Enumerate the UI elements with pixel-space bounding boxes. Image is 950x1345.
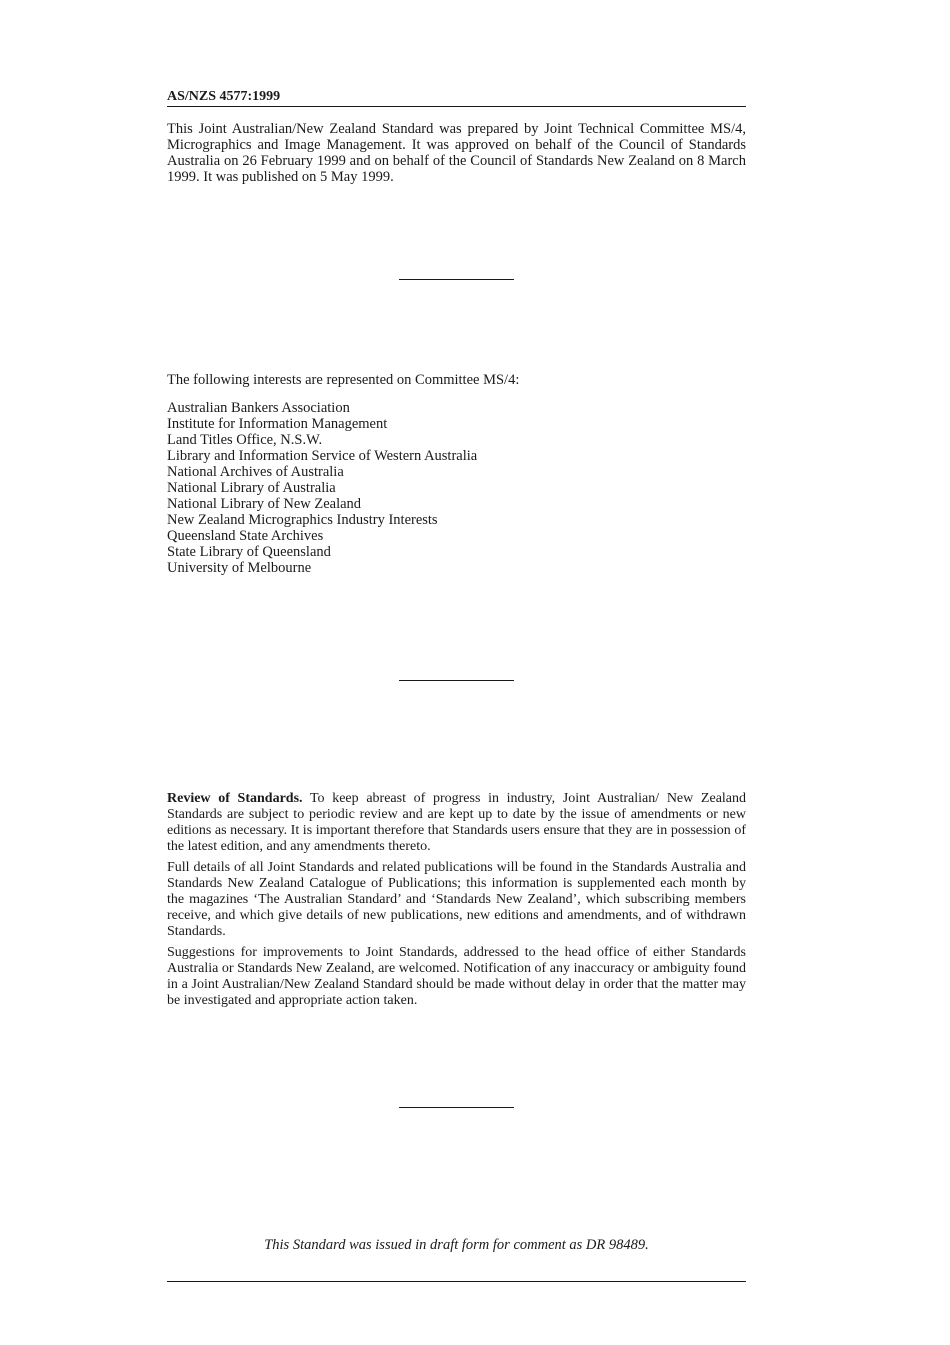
review-paragraph xyxy=(167,791,746,855)
interest-item: Queensland State Archives xyxy=(167,528,324,544)
interest-item: New Zealand Micrographics Industry Interests xyxy=(167,512,438,528)
interests-intro: The following interests are represented on Committee MS/4: xyxy=(167,372,520,388)
suggestions-paragraph: Suggestions for improvements to Joint Standards, addressed to the head office of either Standards Australia or Standards New Zealand, are welcomed. Notification of any inaccuracy or ambiguity found in a Joint Australian/New Zealand Standard should be made without delay in order that the matter may be investigated and appropriate action taken. xyxy=(167,945,746,1008)
section-divider xyxy=(399,680,514,681)
review-text: To keep abreast of progress in industry, Joint Australian/ New Zealand Standards are subject to periodic review and are kept up to date by the issue of amendments or new editions as necessary. It is important therefore that Standards users ensure that they are in possession of the latest edition, and any amendments thereto. xyxy=(167,791,747,854)
standard-designation: AS/NZS 4577:1999 xyxy=(167,89,281,104)
interest-item: Australian Bankers Association xyxy=(167,400,350,416)
draft-note: This Standard was issued in draft form for comment as DR 98489. xyxy=(264,1237,649,1253)
interests-list xyxy=(167,400,746,576)
interest-item: National Library of Australia xyxy=(167,480,336,496)
footer-rule xyxy=(167,1281,746,1282)
interest-item: National Archives of Australia xyxy=(167,464,344,480)
header-rule xyxy=(167,106,746,107)
review-of-standards xyxy=(167,791,746,1014)
section-divider xyxy=(399,1107,514,1108)
interest-item: Land Titles Office, N.S.W. xyxy=(167,432,323,448)
interest-item: University of Melbourne xyxy=(167,560,312,576)
interest-item: State Library of Queensland xyxy=(167,544,331,560)
section-divider xyxy=(399,279,514,280)
interest-item: National Library of New Zealand xyxy=(167,496,362,512)
review-heading: Review of Standards. xyxy=(167,791,303,806)
interest-item: Library and Information Service of Western Australia xyxy=(167,448,478,464)
document-page xyxy=(167,0,746,1345)
interest-item: Institute for Information Management xyxy=(167,416,388,432)
preparation-statement: This Joint Australian/New Zealand Standard was prepared by Joint Technical Committee MS/4, Micrographics and Image Management. It was approved on behalf of the Council of Standards Australia on 26 February 1999 and on behalf of the Council of Standards New Zealand on 8 March 1999. It was published on 5 May 1999. xyxy=(167,121,746,185)
catalogue-paragraph: Full details of all Joint Standards and related publications will be found in the Standards Australia and Standards New Zealand Catalogue of Publications; this information is supplemented each month by the magazines ‘The Australian Standard’ and ‘Standards New Zealand’, which subscribing members receive, and which give details of new publications, new editions and amendments, and of withdrawn Standards. xyxy=(167,860,746,939)
